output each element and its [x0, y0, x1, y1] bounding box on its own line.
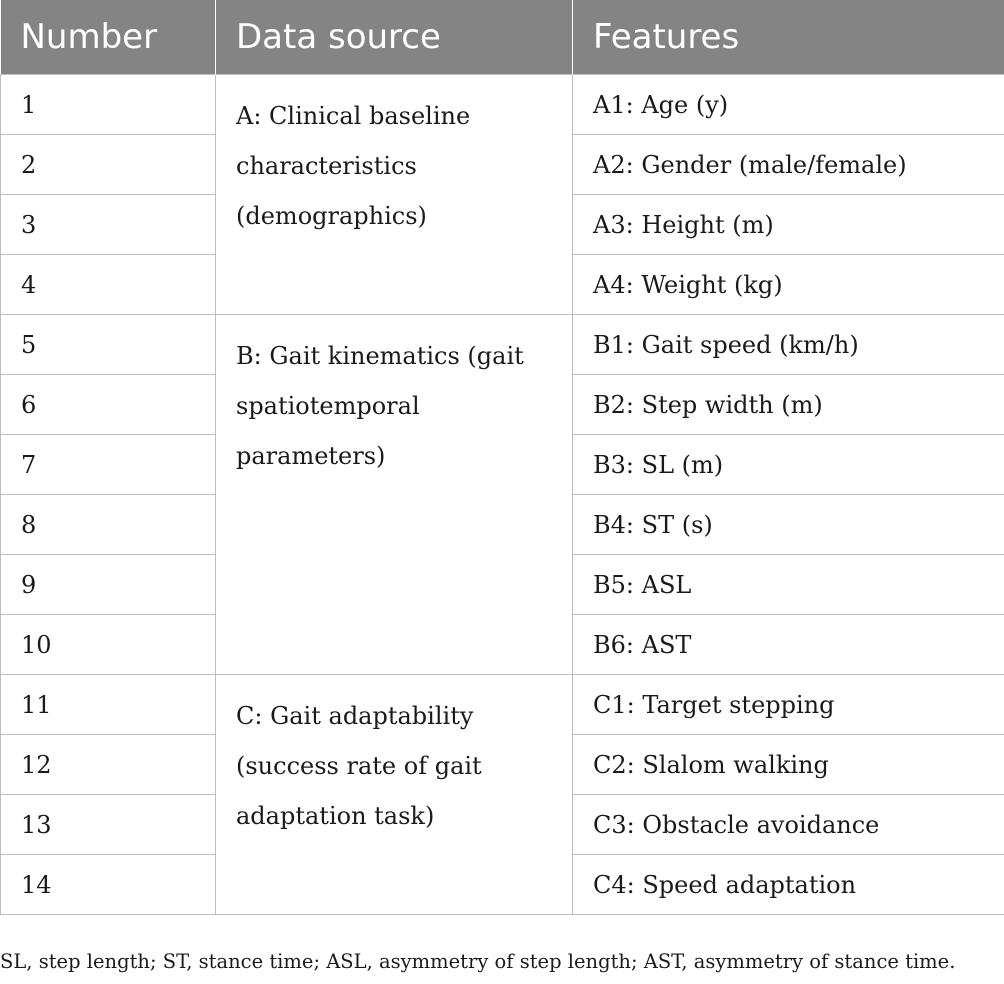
table-row — [1, 75, 1004, 135]
cell-number: 11 — [1, 675, 216, 735]
cell-number: 5 — [1, 315, 216, 375]
table-row — [1, 315, 1004, 375]
cell-number: 9 — [1, 555, 216, 615]
cell-data-source: C: Gait adaptability (success rate of gait adaptation task) — [216, 675, 573, 915]
cell-number: 12 — [1, 735, 216, 795]
cell-feature: A3: Height (m) — [573, 195, 1004, 255]
cell-feature: B5: ASL — [573, 555, 1004, 615]
header-data-source: Data source — [216, 0, 573, 75]
cell-feature: B6: AST — [573, 615, 1004, 675]
cell-feature: B3: SL (m) — [573, 435, 1004, 495]
cell-feature: A1: Age (y) — [573, 75, 1004, 135]
table-header-row — [1, 0, 1004, 75]
cell-feature: B1: Gait speed (km/h) — [573, 315, 1004, 375]
table-footnote: SL, step length; ST, stance time; ASL, asymmetry of step length; AST, asymmetry of stance time. — [0, 950, 956, 973]
cell-data-source: A: Clinical baseline characteristics (demographics) — [216, 75, 573, 315]
cell-feature: C2: Slalom walking — [573, 735, 1004, 795]
cell-feature: B2: Step width (m) — [573, 375, 1004, 435]
header-features: Features — [573, 0, 1004, 75]
cell-number: 10 — [1, 615, 216, 675]
header-number: Number — [1, 0, 216, 75]
cell-number: 7 — [1, 435, 216, 495]
cell-number: 6 — [1, 375, 216, 435]
cell-number: 2 — [1, 135, 216, 195]
cell-number: 13 — [1, 795, 216, 855]
cell-number: 8 — [1, 495, 216, 555]
cell-feature: C4: Speed adaptation — [573, 855, 1004, 915]
cell-data-source: B: Gait kinematics (gait spatiotemporal parameters) — [216, 315, 573, 675]
cell-number: 3 — [1, 195, 216, 255]
cell-number: 14 — [1, 855, 216, 915]
cell-feature: A2: Gender (male/female) — [573, 135, 1004, 195]
cell-feature: C1: Target stepping — [573, 675, 1004, 735]
cell-feature: C3: Obstacle avoidance — [573, 795, 1004, 855]
cell-number: 1 — [1, 75, 216, 135]
cell-number: 4 — [1, 255, 216, 315]
cell-feature: A4: Weight (kg) — [573, 255, 1004, 315]
cell-feature: B4: ST (s) — [573, 495, 1004, 555]
table-row — [1, 675, 1004, 735]
